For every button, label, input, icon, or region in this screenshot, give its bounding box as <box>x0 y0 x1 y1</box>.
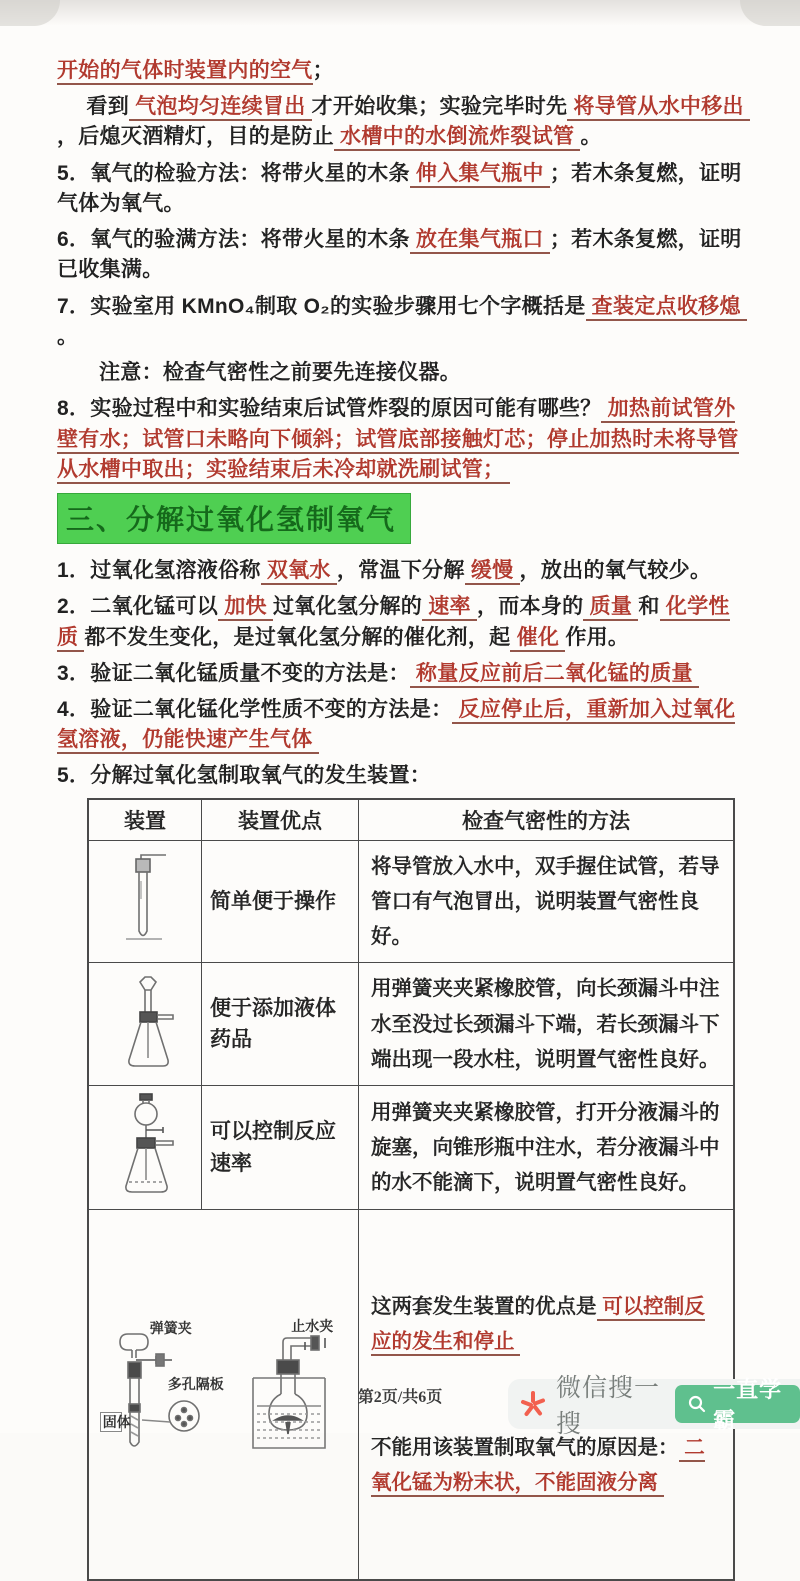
table-row <box>88 840 734 963</box>
search-icon <box>687 1394 707 1414</box>
para-collect-timing: 看到 气泡均匀连续冒出 才开始收集；实验完毕时先 将导管从水中移出 ，后熄灭酒精灯，目的是防止 水槽中的水倒流炸裂试管 。 <box>57 92 750 152</box>
method-cell: 用弹簧夹夹紧橡胶管，打开分液漏斗的旋塞，向锥形瓶中注水，若分液漏斗中的水不能滴下，说明置气密性良好。 <box>359 1086 735 1210</box>
watermark-badge <box>675 1377 800 1433</box>
test-tube-diagram <box>114 851 176 952</box>
table-header-row <box>88 799 734 841</box>
item-8-tube-crack-reasons: 8．实验过程中和实验结束后试管炸裂的原因可能有哪些？ 加热前试管外壁有水；试管口未略向下倾斜；试管底部接触灯芯；停止加热时未将导管从水槽中取出；实验结束后未冷却就洗刷试管； <box>57 394 750 485</box>
item-6-oxygen-full-test: 6．氧气的验满方法：将带火星的木条 放在集气瓶口 ；若木条复燃，证明已收集满。 <box>57 228 742 282</box>
merged-reason-line: 不能用该装置制取氧气的原因是： 二氧化锰为粉末状，不能固液分离 <box>371 1430 721 1501</box>
label-solid: 固体 <box>100 1412 122 1432</box>
watermark-bar <box>508 1374 800 1438</box>
s3-item-3-mass-check: 3．验证二氧化锰质量不变的方法是： 称量反应前后二氧化锰的质量 <box>57 659 750 689</box>
watermark-badge-text: 一直学霸 <box>713 1377 783 1433</box>
advantage-cell: 便于添加液体药品 <box>202 963 359 1086</box>
item-5-oxygen-test: 5．氧气的检验方法：将带火星的木条 伸入集气瓶中 ；若木条复燃，证明气体为氧气。 <box>57 161 742 215</box>
s3-item-2-mno2-catalyst: 2．二氧化锰可以 加快 过氧化氢分解的 速率 ，而本身的 质量 和 化学性质 都不发生变化，是过氧化氢分解的催化剂，起 催化 作用。 <box>57 592 750 652</box>
method-cell: 将导管放入水中，双手握住试管，若导管口有气泡冒出，说明装置气密性良好。 <box>359 840 735 963</box>
notes-content <box>57 56 750 1581</box>
item-7-kmno4-steps: 7．实验室用 KMnO₄制取 O₂的实验步骤用七个字概括是 查装定点收移熄 。 <box>57 294 747 348</box>
section-heading-h2o2: 三、分解过氧化氢制氧气 <box>57 493 411 544</box>
advantage-cell: 简单便于操作 <box>202 840 359 963</box>
section-heading-wrap <box>57 493 750 544</box>
para-air-in-device: 开始的气体时装置内的空气； <box>57 56 750 86</box>
table-row <box>88 963 734 1086</box>
wechat-search-icon <box>518 1389 548 1419</box>
s3-item-1-shuangyangshui: 1．过氧化氢溶液俗称 双氧水 ，常温下分解 缓慢 ，放出的氧气较少。 <box>57 556 750 586</box>
label-pinch-clamp: 止水夹 <box>291 1317 334 1334</box>
s3-item-5-generator: 5．分解过氧化氢制取氧气的发生装置： <box>57 764 432 788</box>
page-number: 第2页/共6页 <box>357 1389 443 1406</box>
method-cell: 用弹簧夹夹紧橡胶管，向长颈漏斗中注水至没过长颈漏斗下端，若长颈漏斗下端出现一段水柱，说明置气密性良好。 <box>359 963 735 1086</box>
item-7-note: 注意：检查气密性之前要先连接仪器。 <box>99 361 462 385</box>
flask-separating-funnel-diagram <box>105 1090 185 1205</box>
table-row <box>88 1086 734 1210</box>
watermark-brand-text: 微信搜一搜 <box>556 1374 661 1438</box>
s3-item-4-property-check: 4．验证二氧化锰化学性质不变的方法是： 反应停止后，重新加入过氧化氢溶液，仍能快速产生气体 <box>57 695 750 755</box>
device-cell-testtube <box>88 840 202 963</box>
advantage-cell: 可以控制反应速率 <box>202 1086 359 1210</box>
merged-advantage-line: 这两套发生装置的优点是 可以控制反应的发生和停止 <box>371 1289 721 1360</box>
label-porous-plate: 多孔隔板 <box>167 1375 224 1392</box>
col-header-advantage: 装置优点 <box>202 799 359 841</box>
col-header-method: 检查气密性的方法 <box>359 799 735 841</box>
label-spring-clip: 弹簧夹 <box>149 1319 192 1336</box>
device-cell-longneck-funnel <box>88 963 202 1086</box>
apparatus-table <box>87 798 735 1581</box>
col-header-device: 装置 <box>88 799 202 841</box>
device-cell-sep-funnel <box>88 1086 202 1210</box>
flask-longneck-funnel-diagram <box>107 974 183 1075</box>
